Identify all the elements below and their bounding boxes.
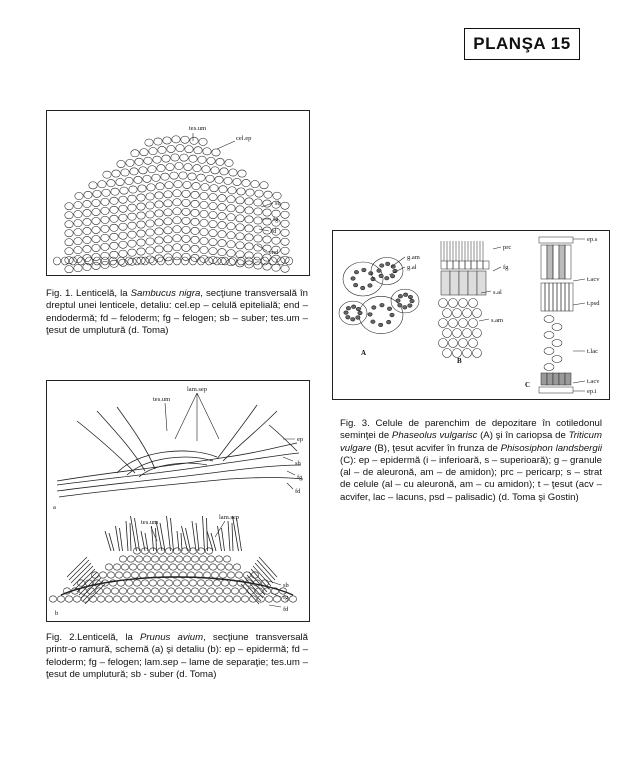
fig3-label-C: C bbox=[525, 381, 531, 389]
fig1-label-cel-ep: cel.ep bbox=[236, 135, 252, 142]
fig2-label-lam-sep-b: lam.sep bbox=[219, 514, 240, 521]
fig2-label-b: b bbox=[55, 610, 59, 617]
figure-2-caption: Fig. 2.Lenticelă, la Prunus avium, secţiune transversală printr-o ramură, schemă (a) şi detaliu (b): ep – epidermă; fd – feloderm; fg – felogen; lam.sep – lame de separaţie; tes.um – ţesut de umplutură; sb - suber (d. Toma) bbox=[46, 632, 309, 680]
fig3-label-fg: fg bbox=[503, 264, 509, 271]
fig2-label-fd-b: fd bbox=[283, 606, 289, 613]
fig1-label-tes-um: tes.um bbox=[189, 125, 207, 132]
fig3-label-B: B bbox=[457, 357, 462, 365]
sambucus-lenticel-illustration bbox=[47, 111, 309, 275]
figure-3-drawing bbox=[332, 230, 610, 400]
fig2-label-fg: fg bbox=[297, 474, 303, 481]
fig2-label-sb: sb bbox=[295, 460, 301, 467]
prunus-lenticel-illustration bbox=[47, 381, 309, 621]
fig1-label-end: end bbox=[269, 249, 279, 256]
fig3-label-t-acv: t.acv bbox=[587, 276, 600, 283]
fig3-label-ep-i: ep.i bbox=[587, 388, 597, 395]
figure-1-caption: Fig. 1. Lenticelă, la Sambucus nigra, secţiune transversală în dreptul unei lenticele, detaliu: cel.ep – celulă epitelială; end – endodermă; fd – feloderm; fg – felogen; sb – suber; tes.um – ţesut de umplutură (d. Toma) bbox=[46, 288, 309, 336]
plate-title: PLANŞA 15 bbox=[464, 28, 580, 60]
fig3-label-t-psd: t.psd bbox=[587, 300, 600, 307]
fig3-label-prc: prc bbox=[503, 244, 512, 251]
fig3-label-g-am: g.am bbox=[407, 254, 420, 261]
figure-1-drawing bbox=[46, 110, 310, 276]
fig3-label-t-lac: t.lac bbox=[587, 348, 599, 355]
fig1-label-sb: sb bbox=[275, 200, 281, 207]
storage-parenchyma-illustration bbox=[333, 231, 609, 399]
fig2-label-fg-b: fg bbox=[283, 594, 289, 601]
fig2-label-ep: ep bbox=[297, 436, 304, 443]
fig3-label-ep-s: ep.s bbox=[587, 236, 598, 243]
fig2-label-sb-b: sb bbox=[283, 582, 289, 589]
fig2-label-a: a bbox=[53, 504, 56, 511]
figure-2-drawing bbox=[46, 380, 310, 622]
fig1-label-fg: fg bbox=[273, 216, 279, 223]
fig2-label-tes-um-b: tes.um bbox=[141, 519, 159, 526]
fig3-label-s-al: s.al bbox=[493, 289, 502, 296]
fig3-label-g-al: g.al bbox=[407, 264, 417, 271]
fig2-label-tes-um: tes.um bbox=[153, 396, 171, 403]
fig3-label-t-acv2: t.acv bbox=[587, 378, 600, 385]
fig3-label-A: A bbox=[361, 349, 367, 357]
fig1-label-fd: fd bbox=[271, 228, 277, 235]
fig3-label-s-am: s.am bbox=[491, 317, 504, 324]
figure-3-caption: Fig. 3. Celule de parenchim de depozitare în cotiledonul seminţei de Phaseolus vulgarisc (A) şi în cariopsa de Triticum vulgare (B), ţesut acvifer în frunza de Phisosiphon landsbergii (C): ep – epidermă (i – inferioară, s – superioară); g – granule (al – de aleuronă, am – de amidon); prc – pericarp; s – strat de celule (al – cu aleuronă, am – cu amidon); t – ţesut (acv – acvifer, lac – lacuns, psd – palisadic) (d. Toma şi Gostin) bbox=[340, 418, 602, 503]
fig2-label-lam-sep: lam.sep bbox=[187, 386, 208, 393]
fig2-label-fd: fd bbox=[295, 488, 301, 495]
